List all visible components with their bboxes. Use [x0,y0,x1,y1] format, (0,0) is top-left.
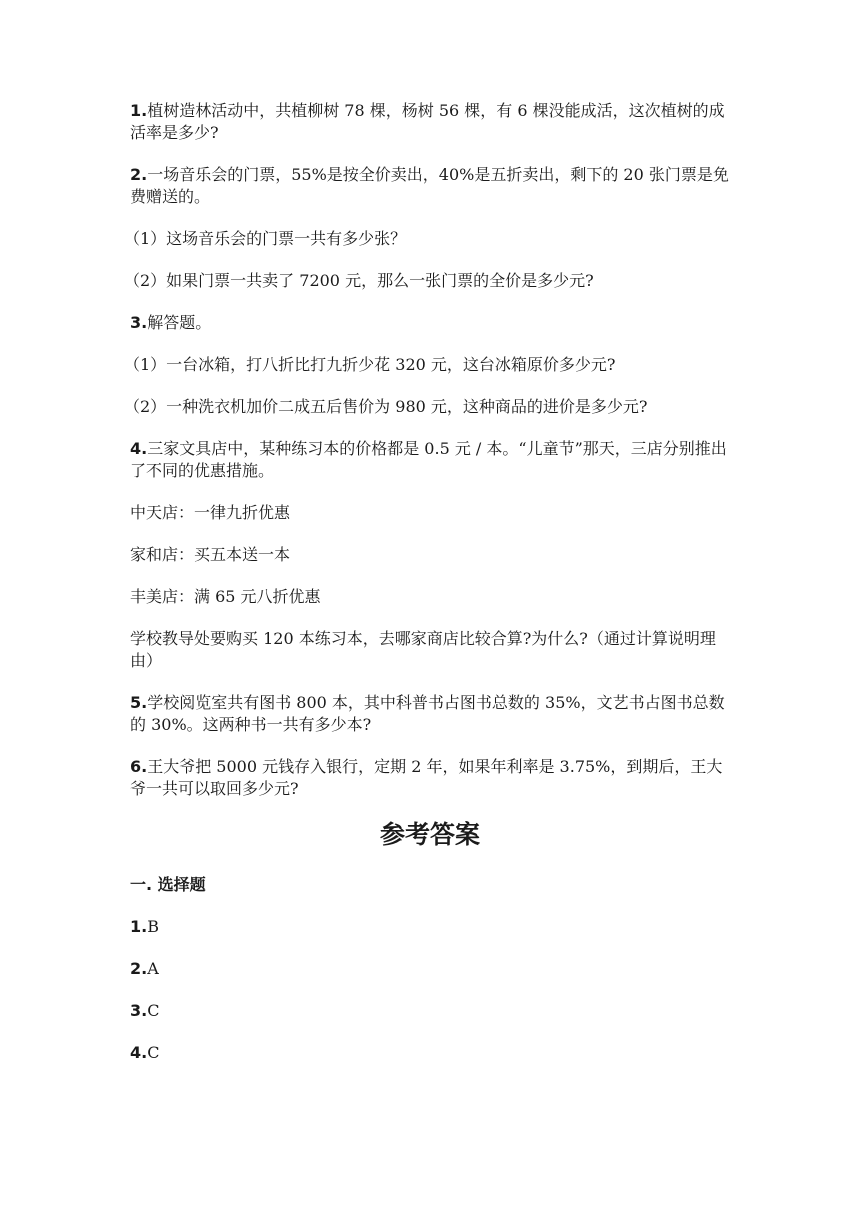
question-4-line-1: 中天店：一律九折优惠 [130,503,291,522]
question-text: 一场音乐会的门票，55%是按全价卖出，40%是五折卖出，剩下的 20 张门票是免费赠送的。 [130,165,729,206]
answer-item-4 [130,1042,730,1064]
answer-item-2 [130,958,730,980]
question-number: 2. [130,165,148,184]
answer-number: 4. [130,1043,148,1062]
question-text: 三家文具店中，某种练习本的价格都是 0.5 元 / 本。“儿童节”那天，三店分别推出了不同的优惠措施。 [130,439,727,480]
question-number: 5. [130,693,148,712]
question-3-sub-1: （1）一台冰箱，打八折比打九折少花 320 元，这台冰箱原价多少元? [124,355,616,374]
question-number: 4. [130,439,148,458]
question-number: 6. [130,757,148,776]
answer-item-1 [130,916,730,938]
answer-text: A [147,959,159,978]
answer-item-3 [130,1000,730,1022]
question-number: 1. [130,101,148,120]
question-5 [130,692,730,736]
answer-text: B [147,917,159,936]
question-3-sub-2: （2）一种洗衣机加价二成五后售价为 980 元，这种商品的进价是多少元? [124,397,648,416]
answer-number: 3. [130,1001,148,1020]
question-6 [130,756,730,800]
question-text: 学校阅览室共有图书 800 本，其中科普书占图书总数的 35%，文艺书占图书总数的 30%。这两种书一共有多少本? [130,693,725,734]
question-text: 植树造林活动中，共植柳树 78 棵，杨树 56 棵，有 6 棵没能成活，这次植树的成活率是多少? [130,101,725,142]
question-2-sub-1: （1）这场音乐会的门票一共有多少张？ [124,229,407,248]
question-4-line-4: 学校教导处要购买 120 本练习本，去哪家商店比较合算?为什么?（通过计算说明理由） [130,629,716,670]
answers-title: 参考答案 [379,820,480,849]
question-4-line-2: 家和店：买五本送一本 [130,545,291,564]
question-text: 王大爷把 5000 元钱存入银行，定期 2 年，如果年利率是 3.75%，到期后，王大爷一共可以取回多少元? [130,757,723,798]
question-2 [130,164,730,208]
question-1 [130,100,730,144]
question-4 [130,438,730,482]
question-3 [130,312,730,334]
question-2-sub-2: （2）如果门票一共卖了 7200 元，那么一张门票的全价是多少元? [124,271,594,290]
answer-number: 2. [130,959,148,978]
answer-number: 1. [130,917,148,936]
answer-text: C [147,1001,160,1020]
question-text: 解答题。 [147,313,212,332]
answer-text: C [147,1043,160,1062]
question-number: 3. [130,313,148,332]
answers-section-heading: 一. 选择题 [130,875,206,894]
question-4-line-3: 丰美店：满 65 元八折优惠 [130,587,321,606]
